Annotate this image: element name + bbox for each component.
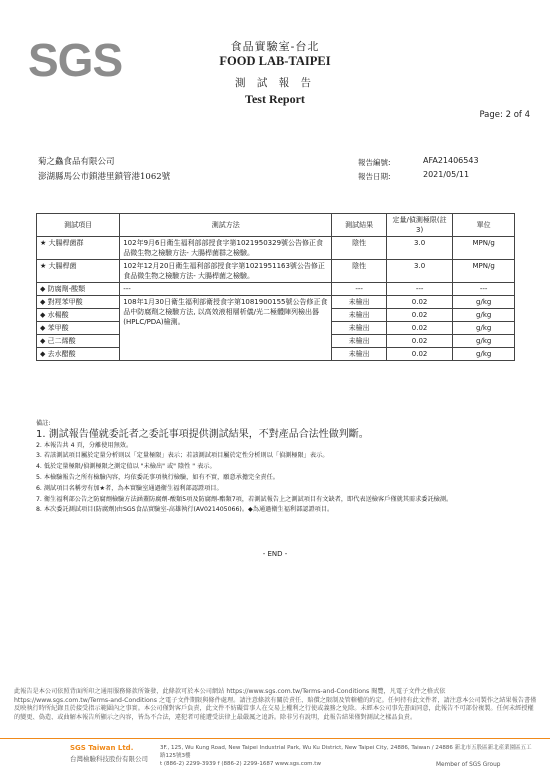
note-line: 8. 本次委託測試項目(防腐劑)由SGS食品實驗室-高雄執行(AV021405066)。◆為通過衛生福利部認證項目。	[36, 506, 334, 514]
customer-name: 菊之鱻食品有限公司	[38, 157, 115, 167]
customer-address: 澎湖縣馬公市鎖港里鎖管港1062號	[38, 172, 171, 182]
item-name: ◆ 水楊酸	[37, 309, 120, 322]
lab-name-en: FOOD LAB-TAIPEI	[219, 54, 331, 68]
unit: g/kg	[453, 335, 515, 348]
item-name: ◆ 己二烯酸	[37, 335, 120, 348]
unit: g/kg	[453, 322, 515, 335]
address-line: 3F., 125, Wu Kung Road, New Taipei Industrial Park, Wu Ku District, New Taipei City, 24886, Taiwan / 24886 新北市五股區新北產業園區五工路125號3樓	[160, 745, 532, 759]
results-table	[36, 213, 515, 361]
header-limit: 定量/偵測極限(註3)	[386, 214, 452, 237]
header-result: 測試結果	[332, 214, 387, 237]
item-name: ★ 大腸桿菌群	[37, 237, 120, 260]
result: 陰性	[332, 260, 387, 283]
limit: 3.0	[386, 237, 452, 260]
member-of-sgs: Member of SGS Group	[436, 762, 501, 768]
note-line: 3. 若該測試項目屬於定量分析則以「定量極限」表示；若該測試項目屬於定性分析則以「偵測極限」表示。	[36, 452, 329, 460]
table-row	[37, 237, 515, 260]
unit: MPN/g	[453, 260, 515, 283]
method: 102年12月20日衛生福利部部授食字第1021951163號公告修正食品微生物之檢驗方法- 大腸桿菌之檢驗。	[120, 260, 332, 283]
table-row	[37, 283, 515, 296]
header-item: 測試項目	[37, 214, 120, 237]
report-date-label: 報告日期:	[358, 172, 391, 181]
note-line: 4. 低於定量極限/偵測極限之測定值以 "未檢出" 或" 陰性 " 表示。	[36, 463, 216, 471]
table-header-row	[37, 214, 515, 237]
method: 102年9月6日衛生福利部部授食字第1021950329號公告修正食品微生物之檢驗方法- 大腸桿菌群之檢驗。	[120, 237, 332, 260]
item-name: ◆ 對羥苯甲酸	[37, 296, 120, 309]
company-name-cn: 台灣檢驗科技股份有限公司	[70, 755, 148, 763]
method: ---	[120, 283, 332, 296]
lab-name-cn: 食品實驗室-台北	[230, 40, 320, 53]
result: 未檢出	[332, 309, 387, 322]
item-name: ◆ 防腐劑-酸類	[37, 283, 120, 296]
preservative-method: 108年1月30日衛生福利部衛授食字第1081900155號公告修正食品中防腐劑之檢驗方法, 以高效液相層析儀/光二極體陣列檢出器(HPLC/PDA)檢測。	[120, 296, 332, 361]
table-row	[37, 296, 515, 309]
unit: ---	[453, 283, 515, 296]
limit: 0.02	[386, 322, 452, 335]
unit: g/kg	[453, 309, 515, 322]
result: 陰性	[332, 237, 387, 260]
footer-disclaimer: 此報告是本公司依照背面所印之通用服務條款所簽發，此條款可於本公司網站 https://www.sgs.com.tw/Terms-and-Conditions 閱覽，凡電子文件之格式依https://www.sgs.com.tw/Terms-and-Conditions 之電子文件期限與條件處理。請注意條款有關於責任、賠償之限制及管轄權的約定。任何持有此文件者，請注意本公司製作之結果報告書僅反映執行時所紀錄且於接受指示範圍內之事實。本公司僅對客戶負責，此文件不妨礙當事人在交易上權利之行使或義務之免除。未經本公司事先書面同意，此報告不可部份複製。任何未經授權的變更、偽造、或曲解本報告所顯示之內容，皆為不合法，違犯者可能遭受法律上最嚴厲之追訴。除非另有說明，此報告結果僅對測試之樣品負責。	[14, 688, 537, 721]
result: 未檢出	[332, 296, 387, 309]
note-line: 2. 本報告共 4 頁，分離使用無效。	[36, 441, 133, 449]
table-row	[37, 260, 515, 283]
result: ---	[332, 283, 387, 296]
report-no: AFA21406543	[423, 156, 479, 165]
result: 未檢出	[332, 322, 387, 335]
limit: 0.02	[386, 296, 452, 309]
company-name: SGS Taiwan Ltd.	[70, 744, 134, 752]
note-line: 1. 測試報告僅就委託者之委託事項提供測試結果，不對產品合法性做判斷。	[36, 428, 369, 440]
item-name: ◆ 苯甲酸	[37, 322, 120, 335]
report-title-en: Test Report	[245, 92, 305, 106]
item-name: ★ 大腸桿菌	[37, 260, 120, 283]
note-line: 5. 本檢驗報告之所有檢驗內容，均依委託事項執行檢驗，如有不實，願意承擔完全責任。	[36, 473, 279, 481]
note-line: 7. 衛生福利部公告之防腐劑檢驗方法涵蓋防腐劑-酸類5項及防腐劑-酯類7項，若測試報告上之測試項目有文缺者，即代表送檢客戶僅就其需求委託檢測。	[36, 495, 453, 503]
report-no-label: 報告編號:	[358, 158, 391, 167]
report-title-cn: 測 試 報 告	[234, 77, 315, 89]
result: 未檢出	[332, 335, 387, 348]
end-marker: - END -	[262, 550, 288, 558]
notes-section	[36, 419, 516, 516]
page-number: Page: 2 of 4	[479, 110, 530, 120]
limit: 0.02	[386, 348, 452, 361]
limit: 3.0	[386, 260, 452, 283]
result: 未檢出	[332, 348, 387, 361]
phone-line: t (886-2) 2299-3939 f (886-2) 2299-1687 www.sgs.com.tw	[160, 761, 321, 767]
limit: 0.02	[386, 309, 452, 322]
unit: g/kg	[453, 296, 515, 309]
item-name: ◆ 去水醋酸	[37, 348, 120, 361]
report-date: 2021/05/11	[423, 170, 470, 179]
unit: g/kg	[453, 348, 515, 361]
unit: MPN/g	[453, 237, 515, 260]
note-line: 6. 測試項目名稱旁有加★者，為本實驗室通過衛生福利部認證項目。	[36, 484, 223, 492]
svg-text:SGS: SGS	[28, 36, 123, 82]
header-method: 測試方法	[120, 214, 332, 237]
footer-divider	[0, 738, 550, 739]
limit: ---	[386, 283, 452, 296]
limit: 0.02	[386, 335, 452, 348]
header-unit: 單位	[453, 214, 515, 237]
notes-title: 備註:	[36, 420, 51, 427]
